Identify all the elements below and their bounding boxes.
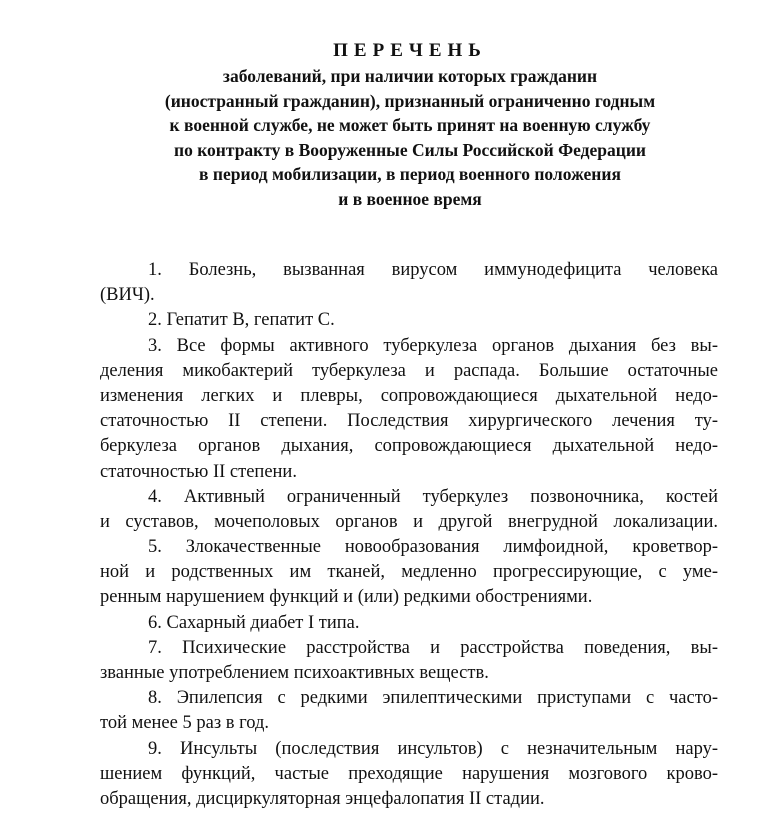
subtitle-line: заболеваний, при наличии которых гражданин <box>222 66 598 86</box>
text-line: изменения легких и плевры, сопровождающиеся дыхательной недо- <box>100 385 718 406</box>
disease-list <box>100 258 718 812</box>
text-line: званные употреблением психоактивных веществ. <box>100 663 489 683</box>
text-line: (ВИЧ). <box>100 285 155 306</box>
subtitle-line: (иностранный гражданин), признанный ограниченно годным <box>164 90 656 111</box>
document-heading <box>100 38 720 211</box>
text-line: 4. Активный ограниченный туберкулез позвоночника, костей <box>148 486 718 507</box>
text-line: 8. Эпилепсия с редкими эпилептическими приступами с часто- <box>148 688 718 709</box>
text-line: ной и родственных им тканей, медленно прогрессирующие, с уме- <box>100 562 718 583</box>
list-item-3 <box>100 334 718 485</box>
text-line: 7. Психические расстройства и расстройства поведения, вы- <box>148 637 718 658</box>
list-item-2 <box>100 308 718 333</box>
text-line: и суставов, мочеполовых органов и другой внегрудной локализации. <box>100 511 718 532</box>
list-item-4 <box>100 485 718 535</box>
list-item-5 <box>100 535 718 611</box>
list-item-1 <box>100 258 718 308</box>
text-line: статочностью II степени. <box>100 461 297 482</box>
subtitle-line: к военной службе, не может быть принят на военную службу <box>169 115 651 135</box>
text-line: беркулеза органов дыхания, сопровождающиеся дыхательной недо- <box>100 436 718 457</box>
text-line: шением функций, частые преходящие нарушения мозгового крово- <box>100 763 718 784</box>
text-line: деления микобактерий туберкулеза и распада. Большие остаточные <box>100 360 718 381</box>
text-line: 9. Инсульты (последствия инсультов) с незначительным нару- <box>148 738 718 759</box>
text-line: обращения, дисциркуляторная энцефалопатия II стадии. <box>100 788 545 809</box>
text-line: 1. Болезнь, вызванная вирусом иммунодефицита человека <box>148 260 718 280</box>
text-line: той менее 5 раз в год. <box>100 713 269 734</box>
document-title: ПЕРЕЧЕНЬ <box>333 40 487 61</box>
list-item-8 <box>100 686 718 736</box>
text-line: 5. Злокачественные новообразования лимфоидной, кроветвор- <box>148 537 718 558</box>
text-line: 2. Гепатит B, гепатит C. <box>148 310 335 331</box>
subtitle-line: по контракту в Вооруженные Силы Российской Федерации <box>173 139 646 160</box>
list-item-9 <box>100 737 718 813</box>
text-line: статочностью II степени. Последствия хирургического лечения ту- <box>100 411 718 432</box>
subtitle-line: в период мобилизации, в период военного положения <box>199 164 621 184</box>
list-item-7 <box>100 636 718 686</box>
subtitle-line: и в военное время <box>338 188 482 209</box>
text-line: ренным нарушением функций и (или) редкими обострениями. <box>100 587 593 608</box>
list-item-6 <box>100 611 718 636</box>
text-line: 6. Сахарный диабет I типа. <box>148 612 360 633</box>
text-line: 3. Все формы активного туберкулеза органов дыхания без вы- <box>148 335 718 356</box>
